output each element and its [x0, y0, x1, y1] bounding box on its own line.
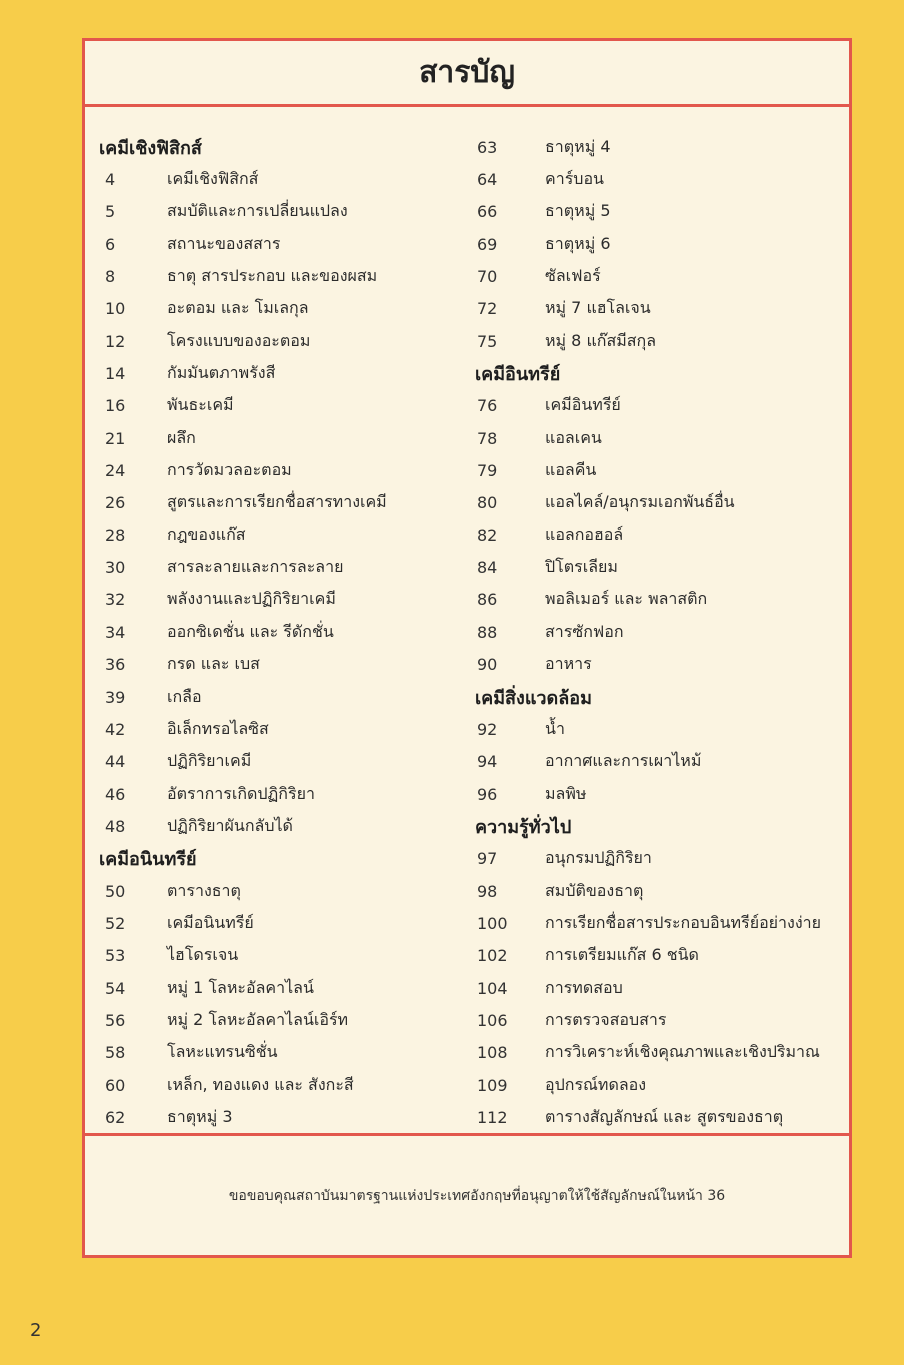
- toc-page-number: 88: [477, 622, 498, 642]
- toc-right-column: [475, 131, 851, 1134]
- toc-entry[interactable]: [475, 843, 851, 875]
- toc-page-number: 106: [477, 1010, 508, 1030]
- toc-entry-title: กรด และ เบส: [167, 654, 260, 674]
- toc-entry[interactable]: [99, 1101, 469, 1133]
- acknowledgement-text: ขอขอบคุณสถาบันมาตรฐานแห่งประเทศอังกฤษที่อนุญาตให้ใช้สัญลักษณ์ในหน้า 36: [228, 1187, 726, 1204]
- toc-entry-title: คาร์บอน: [545, 169, 604, 189]
- toc-entry[interactable]: [99, 875, 469, 907]
- toc-entry[interactable]: [475, 584, 851, 616]
- toc-entry-title: มลพิษ: [545, 783, 587, 803]
- toc-entry-title: กัมมันตภาพรังสี: [167, 363, 276, 383]
- toc-page-number: 90: [477, 655, 498, 675]
- toc-entry[interactable]: [99, 325, 469, 357]
- contents-frame: [82, 38, 852, 1258]
- toc-entry-title: การวิเคราะห์เชิงคุณภาพและเชิงปริมาณ: [545, 1042, 820, 1062]
- toc-entry[interactable]: [99, 584, 469, 616]
- toc-left-column: [99, 131, 469, 1134]
- toc-entry[interactable]: [99, 454, 469, 486]
- toc-entry[interactable]: [99, 616, 469, 648]
- toc-entry[interactable]: [475, 228, 851, 260]
- toc-entry-title: อากาศและการเผาไหม้: [545, 751, 702, 771]
- toc-page-number: 26: [105, 493, 126, 513]
- toc-entry[interactable]: [475, 907, 851, 939]
- toc-entry-title: การวัดมวลอะตอม: [167, 460, 292, 480]
- toc-entry-title: ซัลเฟอร์: [545, 266, 601, 286]
- toc-page-number: 5: [105, 202, 116, 222]
- toc-entry-title: ตารางธาตุ: [167, 880, 241, 900]
- section-heading: เคมีอินทรีย์: [475, 364, 561, 386]
- toc-page-number: 64: [477, 170, 498, 190]
- toc-entry-title: ธาตุหมู่ 6: [545, 233, 611, 253]
- toc-page-number: 75: [477, 331, 498, 351]
- toc-entry[interactable]: [475, 1069, 851, 1101]
- toc-page-number: 108: [477, 1043, 508, 1063]
- toc-page-number: 39: [105, 687, 126, 707]
- toc-entry-title: การทดสอบ: [545, 977, 623, 997]
- toc-page-number: 98: [477, 881, 498, 901]
- toc-page-number: 60: [105, 1075, 126, 1095]
- toc-entry[interactable]: [99, 1037, 469, 1069]
- toc-entry[interactable]: [99, 196, 469, 228]
- toc-entry-title: สารซักฟอก: [545, 621, 624, 641]
- toc-page-number: 96: [477, 784, 498, 804]
- toc-page-number: 76: [477, 396, 498, 416]
- toc-entry[interactable]: [475, 454, 851, 486]
- toc-page-number: 109: [477, 1075, 508, 1095]
- toc-entry[interactable]: [475, 649, 851, 681]
- toc-entry[interactable]: [99, 163, 469, 195]
- toc-page-number: 50: [105, 881, 126, 901]
- toc-page-number: 8: [105, 267, 116, 287]
- toc-page-number: 4: [105, 170, 116, 190]
- toc-entry-title: สถานะของสสาร: [167, 233, 281, 253]
- toc-page-number: 34: [105, 622, 126, 642]
- toc-page-number: 66: [477, 202, 498, 222]
- toc-entry[interactable]: [99, 746, 469, 778]
- toc-entry-title: สูตรและการเรียกชื่อสารทางเคมี: [167, 492, 387, 512]
- toc-page-number: 21: [105, 428, 126, 448]
- toc-entry[interactable]: [99, 293, 469, 325]
- toc-entry-title: สมบัติของธาตุ: [545, 880, 644, 900]
- toc-entry[interactable]: [99, 907, 469, 939]
- toc-page-number: 84: [477, 558, 498, 578]
- toc-entry[interactable]: [475, 519, 851, 551]
- toc-entry[interactable]: [99, 1004, 469, 1036]
- toc-entry-title: โลหะแทรนซิชั่น: [167, 1042, 278, 1062]
- section-heading: เคมีสิ่งแวดล้อม: [475, 687, 592, 709]
- toc-entry[interactable]: [99, 713, 469, 745]
- toc-entry-title: การเตรียมแก๊ส 6 ชนิด: [545, 945, 699, 965]
- toc-entry-title: ปฏิกิริยาเคมี: [167, 751, 252, 771]
- toc-entry-title: เคมีอินทรีย์: [545, 395, 621, 415]
- toc-entry-title: พอลิเมอร์ และ พลาสติก: [545, 589, 708, 609]
- acknowledgement-box: [85, 1133, 849, 1255]
- toc-page-number: 63: [477, 137, 498, 157]
- toc-entry-title: สมบัติและการเปลี่ยนแปลง: [167, 201, 348, 221]
- toc-entry-title: หมู่ 2 โลหะอัลคาไลน์เอิร์ท: [167, 1009, 349, 1029]
- toc-page-number: 14: [105, 364, 126, 384]
- toc-page-number: 28: [105, 525, 126, 545]
- toc-entry[interactable]: [475, 746, 851, 778]
- toc-entry-title: ผลึก: [167, 427, 196, 447]
- toc-entry[interactable]: [475, 875, 851, 907]
- toc-entry-title: พันธะเคมี: [167, 395, 234, 415]
- toc-page-number: 62: [105, 1107, 126, 1127]
- toc-entry[interactable]: [99, 778, 469, 810]
- toc-entry-title: แอลเคน: [545, 427, 602, 447]
- toc-page-number: 100: [477, 913, 508, 933]
- toc-page-number: 48: [105, 816, 126, 836]
- section-heading: เคมีอนินทรีย์: [99, 849, 197, 871]
- toc-page-number: 53: [105, 946, 126, 966]
- toc-entry-title: น้ำ: [545, 718, 565, 738]
- toc-page-number: 86: [477, 590, 498, 610]
- toc-entry-title: หมู่ 8 แก๊สมีสกุล: [545, 330, 657, 350]
- toc-entry[interactable]: [475, 487, 851, 519]
- toc-entry[interactable]: [475, 1101, 851, 1133]
- toc-entry[interactable]: [99, 422, 469, 454]
- toc-entry-title: โครงแบบของอะตอม: [167, 330, 311, 350]
- toc-entry[interactable]: [99, 681, 469, 713]
- toc-entry-title: ตารางสัญลักษณ์ และ สูตรของธาตุ: [545, 1106, 784, 1126]
- toc-entry[interactable]: [475, 551, 851, 583]
- toc-entry[interactable]: [99, 810, 469, 842]
- toc-entry-title: สารละลายและการละลาย: [167, 557, 344, 577]
- toc-page-number: 69: [477, 234, 498, 254]
- toc-entry[interactable]: [99, 390, 469, 422]
- toc-entry[interactable]: [475, 616, 851, 648]
- toc-entry[interactable]: [475, 163, 851, 195]
- toc-page-number: 94: [477, 752, 498, 772]
- toc-entry[interactable]: [475, 325, 851, 357]
- toc-entry[interactable]: [99, 357, 469, 389]
- section-heading: ความรู้ทั่วไป: [475, 816, 572, 838]
- toc-entry-title: เกลือ: [167, 686, 202, 706]
- toc-page-number: 12: [105, 331, 126, 351]
- toc-entry-title: ธาตุหมู่ 5: [545, 201, 611, 221]
- page-title: สารบัญ: [419, 55, 515, 90]
- toc-entry-title: ปิโตรเลียม: [545, 557, 618, 577]
- toc-entry[interactable]: [475, 1037, 851, 1069]
- toc-entry[interactable]: [99, 1069, 469, 1101]
- toc-entry-title: แอลไคล์/อนุกรมเอกพันธ์อื่น: [545, 492, 735, 512]
- toc-page-number: 72: [477, 299, 498, 319]
- toc-entry-title: กฎของแก๊ส: [167, 524, 246, 544]
- toc-entry-title: ไฮโดรเจน: [167, 945, 239, 965]
- toc-page-number: 44: [105, 752, 126, 772]
- page-number: 2: [30, 1320, 42, 1341]
- toc-page-number: 36: [105, 655, 126, 675]
- toc-entry[interactable]: [99, 260, 469, 292]
- toc-entry[interactable]: [99, 972, 469, 1004]
- toc-entry[interactable]: [99, 551, 469, 583]
- toc-entry[interactable]: [475, 131, 851, 163]
- toc-entry-title: อะตอม และ โมเลกุล: [167, 298, 309, 318]
- toc-page-number: 104: [477, 978, 508, 998]
- toc-entry-title: แอลกอฮอล์: [545, 524, 624, 544]
- toc-page-number: 80: [477, 493, 498, 513]
- toc-entry[interactable]: [99, 649, 469, 681]
- toc-page-number: 16: [105, 396, 126, 416]
- section-heading: เคมีเชิงฟิสิกส์: [99, 137, 202, 159]
- toc-page-number: 56: [105, 1010, 126, 1030]
- toc-entry-title: อุปกรณ์ทดลอง: [545, 1074, 647, 1094]
- toc-entry-title: ธาตุ สารประกอบ และของผสม: [167, 266, 378, 286]
- toc-page-number: 6: [105, 234, 116, 254]
- toc-entry-title: เคมีอนินทรีย์: [167, 912, 254, 932]
- toc-page-number: 102: [477, 946, 508, 966]
- toc-page-number: 79: [477, 461, 498, 481]
- toc-entry[interactable]: [475, 196, 851, 228]
- toc-entry[interactable]: [99, 487, 469, 519]
- toc-page-number: 32: [105, 590, 126, 610]
- toc-entry[interactable]: [475, 260, 851, 292]
- toc-entry-title: หมู่ 1 โลหะอัลคาไลน์: [167, 977, 314, 997]
- toc-entry-title: การเรียกชื่อสารประกอบอินทรีย์อย่างง่าย: [545, 912, 822, 932]
- toc-page-number: 82: [477, 525, 498, 545]
- toc-page-number: 10: [105, 299, 126, 319]
- toc-entry-title: อิเล็กทรอไลซิส: [167, 718, 269, 738]
- toc-entry[interactable]: [475, 293, 851, 325]
- toc-entry[interactable]: [99, 940, 469, 972]
- toc-page-number: 78: [477, 428, 498, 448]
- toc-entry[interactable]: [475, 422, 851, 454]
- toc-page-number: 24: [105, 461, 126, 481]
- toc-entry-title: การตรวจสอบสาร: [545, 1009, 667, 1029]
- toc-entry[interactable]: [475, 972, 851, 1004]
- toc-page-number: 58: [105, 1043, 126, 1063]
- toc-entry-title: หมู่ 7 แฮโลเจน: [545, 298, 651, 318]
- title-box: [85, 41, 849, 107]
- toc-entry-title: เหล็ก, ทองแดง และ สังกะสี: [167, 1074, 354, 1094]
- toc-entry[interactable]: [475, 390, 851, 422]
- toc-entry[interactable]: [475, 1004, 851, 1036]
- toc-entry-title: ธาตุหมู่ 4: [545, 136, 611, 156]
- toc-entry-title: อาหาร: [545, 654, 592, 674]
- toc-page-number: 54: [105, 978, 126, 998]
- toc-entry[interactable]: [475, 713, 851, 745]
- toc-page-number: 42: [105, 719, 126, 739]
- toc-entry[interactable]: [99, 228, 469, 260]
- toc-page-number: 112: [477, 1107, 508, 1127]
- toc-page-number: 97: [477, 849, 498, 869]
- toc-entry-title: ออกซิเดชั่น และ รีดักชั่น: [167, 621, 334, 641]
- toc-entry-title: อัตราการเกิดปฏิกิริยา: [167, 783, 315, 803]
- toc-entry[interactable]: [475, 940, 851, 972]
- toc-entry[interactable]: [475, 778, 851, 810]
- toc-entry-title: เคมีเชิงฟิสิกส์: [167, 169, 259, 189]
- toc-entry[interactable]: [99, 519, 469, 551]
- toc-page-number: 46: [105, 784, 126, 804]
- toc-page-number: 70: [477, 267, 498, 287]
- toc-entry-title: แอลคีน: [545, 460, 597, 480]
- toc-page-number: 52: [105, 913, 126, 933]
- toc-entry-title: ปฏิกิริยาผันกลับได้: [167, 815, 293, 835]
- toc-entry-title: พลังงานและปฏิกิริยาเคมี: [167, 589, 336, 609]
- toc-page-number: 30: [105, 558, 126, 578]
- toc-entry-title: อนุกรมปฏิกิริยา: [545, 848, 652, 868]
- toc-entry-title: ธาตุหมู่ 3: [167, 1106, 233, 1126]
- toc-page-number: 92: [477, 719, 498, 739]
